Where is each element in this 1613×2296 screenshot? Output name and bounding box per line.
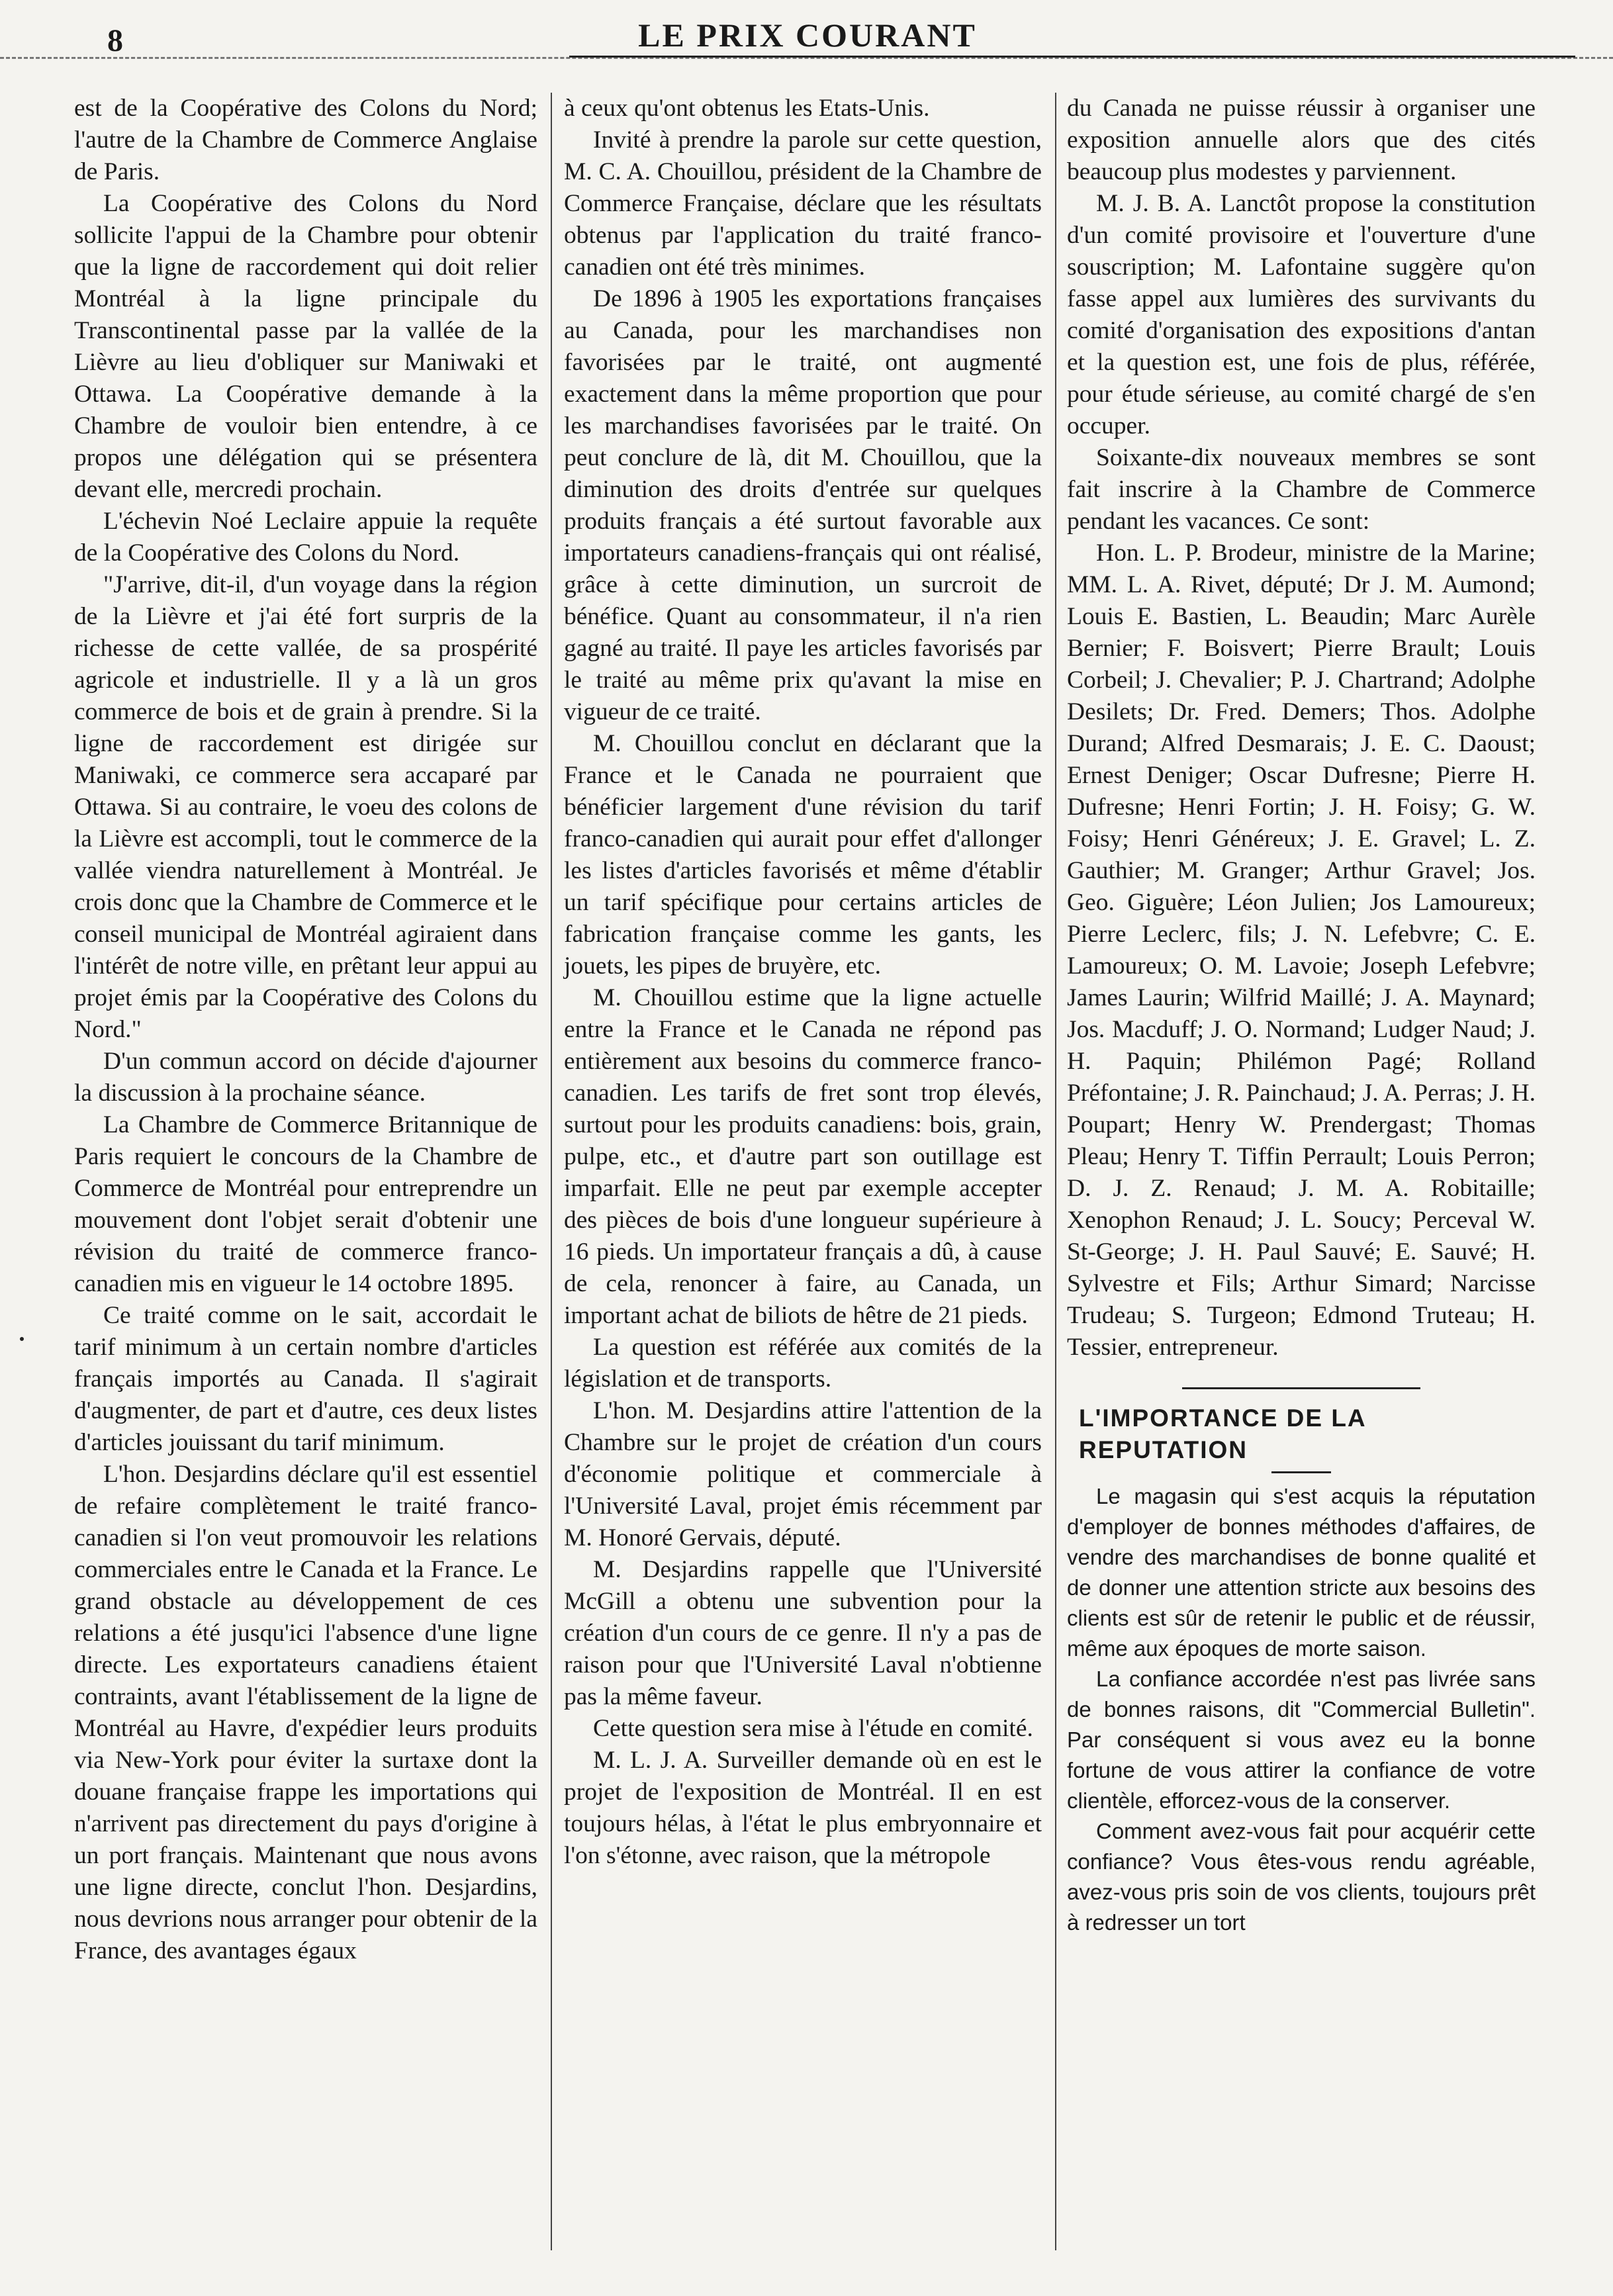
member-list: Hon. L. P. Brodeur, ministre de la Marine; MM. L. A. Rivet, député; Dr J. M. Aumond; Louis E. Bastien, L. Beaudin; Marc Aurèle Bernier; F. Boisvert; Pierre Brault; Louis Corbeil; J. Chevalier; P. J. Chartrand; Adolphe Desilets; Dr. Fred. Demers; Thos. Adolphe Durand; Alfred Desmarais; J. E. C. Daoust; Ernest Deniger; Oscar Dufresne; Pierre H. Dufresne; Henri Fortin; J. H. Foisy; G. W. Foisy; Henri Généreux; J. E. Gravel; L. Z. Gauthier; M. Granger; Arthur Gravel; Jos. Geo. Giguère; Léon Julien; Jos Lamoureux; Pierre Leclerc, fils; J. N. Lefebvre; C. E. Lamoureux; O. M. Lavoie; Joseph Lefebvre; James Laurin; Wilfrid Maillé; J. A. Maynard; Jos. Macduff; J. O. Normand; Ludger Naud; J. H. Paquin; Philémon Pagé; Rolland Préfontaine; J. R. Painchaud; J. A. Perras; J. H. Poupart; Henry W. Prendergast; Thomas Pleau; Henry T. Tiffin Perrault; Louis Perron; D. J. Z. Renaud; J. M. A. Robitaille; Xenophon Renaud; J. L. Soucy; Perceval W. St-George; J. H. Paul Sauvé; E. Sauvé; H. Sylvestre et Fils; Arthur Simard; Narcisse Trudeau; S. Turgeon; Edmond Truteau; H. Tessier, entrepreneur. [1067,539,1536,1361]
paragraph: La Coopérative des Colons du Nord sollicite l'appui de la Chambre pour obtenir que la ligne de raccordement qui doit relier Montréal à la ligne principale du Transcontinental passe par la vallée de la Lièvre au lieu d'obliquer sur Maniwaki et Ottawa. La Coopérative demande à la Chambre de vouloir bien entendre, à ce propos une délégation qui se présentera devant elle, mercredi prochain. [74,190,537,503]
paragraph: du Canada ne puisse réussir à organiser une exposition annuelle alors que des cités beaucoup plus modestes y parviennent. [1067,95,1536,185]
section-heading: L'IMPORTANCE DE LA REPUTATION [1079,1404,1366,1463]
paragraph: M. L. J. A. Surveiller demande où en est le projet de l'exposition de Montréal. Il en est toujours hélas, à l'état le plus embryonnaire et l'on s'étonne, avec raison, que la métropole [564,1747,1042,1869]
paragraph: L'hon. Desjardins déclare qu'il est essentiel de refaire complètement le traité franco-canadien si l'on veut promouvoir les relations commerciales entre le Canada et la France. Le grand obstacle au développement de ces relations a été jusqu'ici l'absence d'une ligne directe. Les exportateurs canadiens étaient contraints, avant l'établissement de la ligne de Montréal au Havre, d'expédier leurs produits via New-York pour éviter la surtaxe dont la douane française frappe les importations qui n'arrivent pas directement du pays d'origine à un port français. Maintenant que nous avons une ligne directe, conclut l'hon. Desjardins, nous devrions nous arranger pour obtenir de la France, des avantages égaux [74,1461,537,1964]
paragraph: Ce traité comme on le sait, accordait le tarif minimum à un certain nombre d'articles français importés au Canada. Il s'agirait d'augmenter, de part et d'autre, ces deux listes d'articles jouissant du tarif minimum. [74,1302,537,1456]
heading-underline [1271,1471,1331,1473]
paragraph: M. Chouillou conclut en déclarant que la France et le Canada ne pourraient que bénéficier largement d'une révision du tarif franco-canadien qui aurait pour effet d'allonger les listes d'articles favorisés et même d'établir un tarif spécifique pour certains articles de fabrication française comme les gants, les jouets, les pipes de bruyère, etc. [564,730,1042,980]
print-speck [20,1337,24,1341]
column-divider [551,93,552,2250]
paragraph: L'échevin Noé Leclaire appuie la requête de la Coopérative des Colons du Nord. [74,508,537,567]
paragraph: est de la Coopérative des Colons du Nord; l'autre de la Chambre de Commerce Anglaise de Paris. [74,95,537,185]
paragraph: Cette question sera mise à l'étude en comité. [593,1715,1033,1742]
paragraph: M. Chouillou estime que la ligne actuelle entre la France et le Canada ne répond pas entièrement aux besoins du commerce franco-canadien. Les tarifs de fret sont trop élevés, surtout pour les produits canadiens: bois, grain, pulpe, etc., et d'autre part son outillage est imparfait. Elle ne peut par exemple accepter des pièces de bois d'une longueur supérieure à 16 pieds. Un importateur français a dû, à cause de cela, renoncer à faire, au Canada, un important achat de biliots de hêtre de 21 pieds. [564,984,1042,1329]
page-number: 8 [107,23,123,58]
column-3 [1067,93,1536,1938]
paragraph: Invité à prendre la parole sur cette question, M. C. A. Chouillou, président de la Chambre de Commerce Française, déclare que les résultats obtenus par l'application du traité franco-canadien ont été très minimes. [564,126,1042,281]
paragraph: L'hon. M. Desjardins attire l'attention de la Chambre sur le projet de création d'un cours d'économie politique et commerciale à l'Université Laval, projet émis récemment par M. Honoré Gervais, député. [564,1397,1042,1551]
paragraph: D'un commun accord on décide d'ajourner la discussion à la prochaine séance. [74,1048,537,1107]
paragraph: M. J. B. A. Lanctôt propose la constitution d'un comité provisoire et l'ouverture d'une souscription; M. Lafontaine suggère qu'on fasse appel aux lumières des survivants du comité d'organisation des expositions d'antan et la question est, une fois de plus, référée, pour étude sérieuse, au comité chargé de s'en occuper. [1067,190,1536,439]
column-2 [564,93,1042,1872]
paragraph: La confiance accordée n'est pas livrée sans de bonnes raisons, dit "Commercial Bulletin". Par conséquent si vous avez eu la bonne fortune de vous attirer la confiance de votre clientèle, efforcez-vous de la conserver. [1067,1667,1536,1813]
column-divider [1055,93,1056,2250]
masthead-title: LE PRIX COURANT [638,17,977,54]
paragraph: M. Desjardins rappelle que l'Université McGill a obtenu une subvention pour la création d'un cours de ce genre. Il n'y a pas de raison pour que l'Université Laval n'obtienne pas la même faveur. [564,1556,1042,1710]
paragraph: Comment avez-vous fait pour acquérir cette confiance? Vous êtes-vous rendu agréable, avez-vous pris soin de vos clients, toujours prêt à redresser un tort [1067,1819,1536,1935]
paragraph: Le magasin qui s'est acquis la réputation d'employer de bonnes méthodes d'affaires, de vendre des marchandises de bonne qualité et de donner une attention stricte aux besoins des clients est sûr de retenir le public et de réussir, même aux époques de morte saison. [1067,1484,1536,1661]
paragraph: "J'arrive, dit-il, d'un voyage dans la région de la Lièvre et j'ai été fort surpris de la richesse de cette vallée, de sa prospérité agricole et industrielle. Il y a là un gros commerce de bois et de grain à prendre. Si la ligne de raccordement est dirigée sur Maniwaki, ce commerce sera accaparé par Ottawa. Si au contraire, le voeu des colons de la Lièvre est accompli, tout le commerce de la vallée viendra naturellement à Montréal. Je crois donc que la Chambre de Commerce et le conseil municipal de Montréal agiraient dans l'intérêt de notre ville, en prêtant leur appui au projet émis par la Coopérative des Colons du Nord." [74,571,537,1043]
page-header [0,0,1613,99]
paragraph: La question est référée aux comités de la législation et de transports. [564,1334,1042,1393]
section-divider [1182,1387,1420,1389]
column-1 [74,93,537,1967]
header-rule [569,56,1575,58]
paragraph: à ceux qu'ont obtenus les Etats-Unis. [564,95,930,122]
paragraph: Soixante-dix nouveaux membres se sont fait inscrire à la Chambre de Commerce pendant les vacances. Ce sont: [1067,444,1536,535]
paragraph: De 1896 à 1905 les exportations françaises au Canada, pour les marchandises non favorisées par le traité, ont augmenté exactement dans la même proportion que pour les marchandises favorisées par le traité. On peut conclure de là, dit M. Chouillou, que la diminution des droits d'entrée sur quelques produits français a été surtout favorable aux importateurs canadiens-français qui ont réalisé, grâce à cette diminution, un surcroit de bénéfice. Quant au consommateur, il n'a rien gagné au traité. Il paye les articles favorisés par le traité au même prix qu'avant la mise en vigueur de ce traité. [564,285,1042,725]
paragraph: La Chambre de Commerce Britannique de Paris requiert le concours de la Chambre de Commerce de Montréal pour entreprendre un mouvement dont l'objet serait d'obtenir une révision du traité de commerce franco-canadien mis en vigueur le 14 octobre 1895. [74,1111,537,1297]
